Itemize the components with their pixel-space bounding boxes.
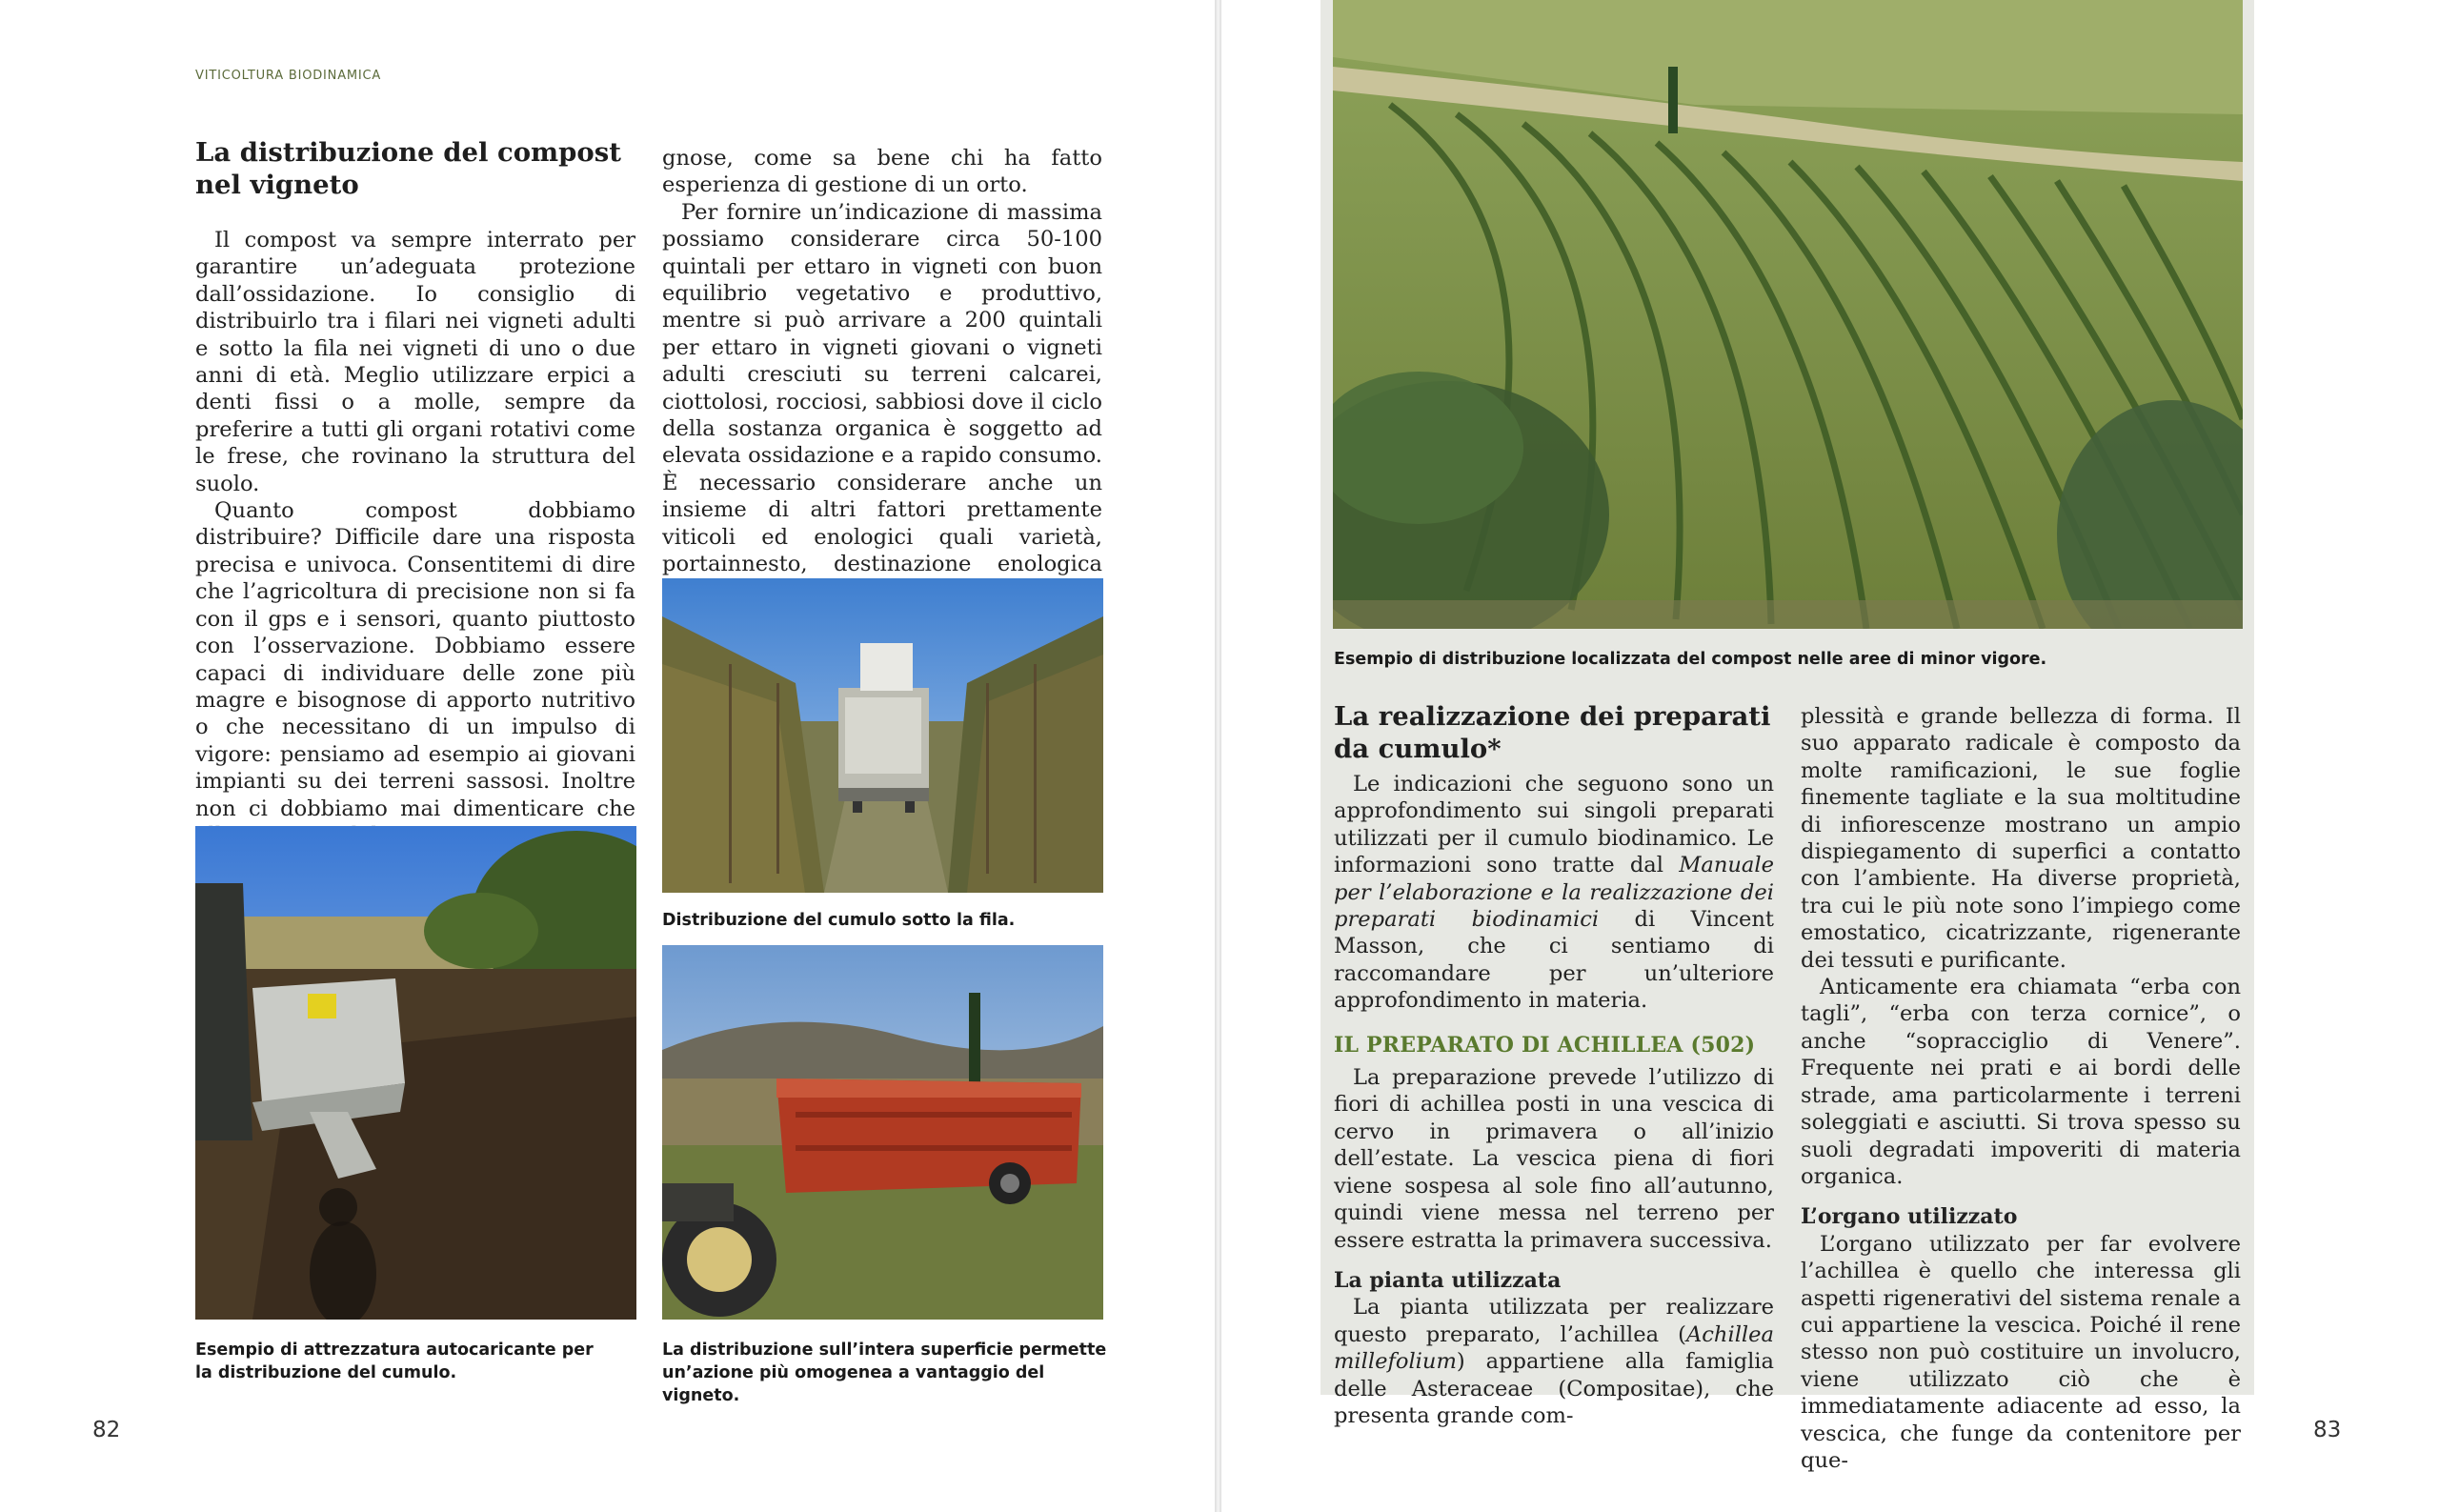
- caption: Esempio di attrezzatura autocaricante per la distribuzione del cumulo.: [195, 1341, 594, 1382]
- book-gutter: [1215, 0, 1221, 1512]
- right-column-2: [1801, 703, 2241, 1474]
- intro-text: Le indicazioni che seguono sono un approfondimento sui singoli preparati utilizzati per il cumulo biodinamico. Le informazioni sono tratte dal: [1334, 772, 1774, 878]
- paragraph: Anticamente era chiamata “erba con tagli”, “erba con terza cornice”, o anche “sopracciglio di Venere”. Frequente nei prati e ai bordi delle strade, ama particolarmente i terreni soleggiati e asciutti. Si trova spesso su suoli degradati impoveriti di materia organica.: [1801, 975, 2241, 1189]
- photo-red-spreader: [662, 945, 1103, 1320]
- subheading-organo: L’organo utilizzato: [1801, 1204, 2018, 1230]
- paragraph: gnose, come sa bene chi ha fatto esperienza di gestione di un orto.: [662, 146, 1102, 198]
- caption: La distribuzione sull’intera superficie permette un’azione più omogenea a vantaggio del vigneto.: [662, 1341, 1107, 1405]
- pianta-text: ) appartiene alla famiglia delle Asteraceae (Compositae), che presenta grande com-: [1334, 1349, 1774, 1428]
- photo-self-loading-equipment: [195, 826, 636, 1320]
- paragraph: [1334, 1294, 1774, 1429]
- species-name: Achillea millefolium: [1334, 1321, 1774, 1375]
- page-number: 82: [92, 1418, 121, 1442]
- photo-vineyard-rows: [1333, 0, 2243, 629]
- intro-text: di Vincent Masson, che ci sentiamo di raccomandare per un’ulteriore approfondimento in materia.: [1334, 907, 1775, 1014]
- left-page: [0, 0, 1215, 1512]
- paragraph: La preparazione prevede l’utilizzo di fiori di achillea posti in una vescica di cervo in primavera o all’inizio dell’estate. La vescica piena di fiori viene sospesa al sole fino all’autunno, quindi viene messa nel terreno per essere estratta la primavera successiva.: [1334, 1065, 1774, 1253]
- caption: Esempio di distribuzione localizzata del compost nelle aree di minor vigore.: [1334, 650, 2047, 669]
- section-heading-preparati: La realizzazione dei preparati da cumulo*: [1334, 701, 1771, 764]
- photo-trailer-in-vine-row: [662, 578, 1103, 893]
- subheading-pianta: La pianta utilizzata: [1334, 1267, 1562, 1293]
- running-head: VITICOLTURA BIODINAMICA: [195, 69, 382, 83]
- paragraph: Quanto compost dobbiamo distribuire? Difficile dare una risposta precisa e univoca. Consentitemi di dire che l’agricoltura di precisione non si fa con il gps e i sensori, quanto piuttosto con l’osservazione. Dobbiamo essere capaci di individuare delle zone più magre e bisognose di apporto nutritivo o che necessitano di un impulso di vigore: pensiamo ad esempio ai giovani impianti su dei terreni sassosi. Inoltre non ci dobbiamo mai dimenticare che: [195, 498, 635, 821]
- pianta-text: La pianta utilizzata per realizzare questo preparato, l’achillea (: [1334, 1295, 1774, 1347]
- book-title: Manuale per l’elaborazione e la realizzazione dei preparati biodinamici: [1334, 853, 1774, 933]
- paragraph: [1334, 771, 1774, 1015]
- paragraph: Per fornire un’indicazione di massima possiamo considerare circa 50-100 quintali per ettaro in vigneti con buon equilibrio vegetativo e produttivo, mentre si può arrivare a 200 quintali per ettaro in vigneti giovani o vigneti adulti cresciuti su terreni calcarei, ciottolosi, rocciosi, sabbiosi dove il ciclo della sostanza organica è soggetto ad elevata ossidazione e a rapido consumo. È necessario considerare anche un insieme di altri fattori prettamente viticoli ed enologici quali varietà, portainnesto, destinazione enologica: [662, 199, 1102, 577]
- paragraph: L’organo utilizzato per far evolvere l’achillea è quello che interessa gli aspetti rigenerativi del sistema renale a cui appartiene la vescica. Poiché il rene stesso non può costituire un involucro, viene utilizzato ciò che è immediatamente adiacente ad esso, la vescica, che funge da contenitore per que-: [1801, 1231, 2241, 1473]
- left-column-2: [662, 145, 1102, 605]
- paragraph: plessità e grande bellezza di forma. Il suo apparato radicale è composto da molte ramificazioni, le sue foglie finemente tagliate e la sua moltitudine di infiorescenze mostrano un ampio dispiegamento di superfici a contatto con l’ambiente. Ha diverse proprietà, tra cui le più note sono l’impiego come emostatico, cicatrizzante, rigenerante dei tessuti e purificante.: [1801, 704, 2241, 973]
- page-number: 83: [2313, 1418, 2342, 1442]
- subheading-achillea: IL PREPARATO DI ACHILLEA (502): [1334, 1032, 1756, 1058]
- left-column-1: [195, 227, 635, 931]
- right-column-1: [1334, 771, 1774, 1429]
- section-heading-compost: La distribuzione del compost nel vigneto: [195, 137, 621, 200]
- paragraph: Il compost va sempre interrato per garantire un’adeguata protezione dall’ossidazione. Io consiglio di distribuirlo tra i filari nei vigneti adulti e sotto la fila nei vigneti di uno o due anni di età. Meglio utilizzare erpici a denti fissi o a molle, sempre da preferire a tutti gli organi rotativi come le frese, che rovinano la struttura del suolo.: [195, 228, 635, 496]
- caption: Distribuzione del cumulo sotto la fila.: [662, 911, 1016, 930]
